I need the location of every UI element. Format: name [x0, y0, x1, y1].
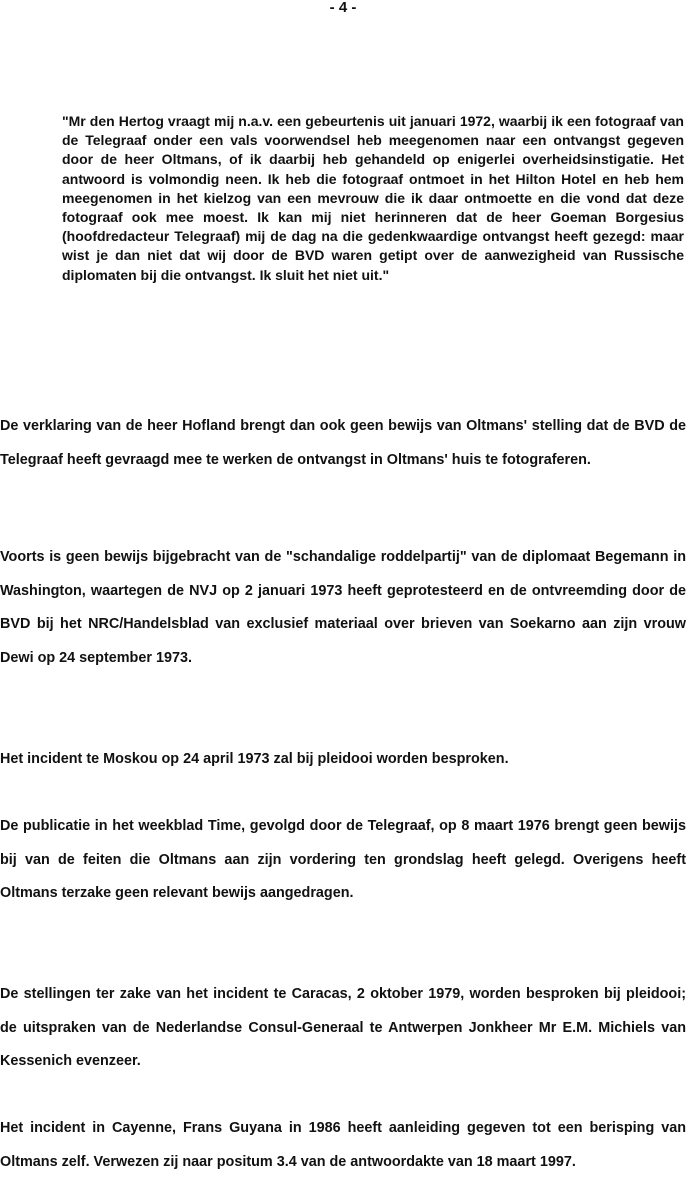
quoted-statement: "Mr den Hertog vraagt mij n.a.v. een gebeurtenis uit januari 1972, waarbij ik een fotograaf van de Telegraaf onder een vals voorwendsel heb meegenomen naar een ontvangst gegeven door de heer Oltmans, of ik daarbij heb gehandeld op enigerlei overheidsinstigatie. Het antwoord is volmondig neen. Ik heb die fotograaf ontmoet in het Hilton Hotel en heb hem meegenomen in het kielzog van een mevrouw die ik daar ontmoette en die vond dat deze fotograaf ook mee moest. Ik kan mij niet herinneren dat de heer Goeman Borgesius (hoofdredacteur Telegraaf) mij de dag na die gedenkwaardige ontvangst heeft gezegd: maar wist je dan niet dat wij door de BVD waren getipt over de aanwezigheid van Russische diplomaten bij die ontvangst. Ik sluit het niet uit."	[62, 113, 684, 283]
paragraph-time: De publicatie in het weekblad Time, gevolgd door de Telegraaf, op 8 maart 1976 brengt geen bewijs bij van de feiten die Oltmans aan zijn vordering ten grondslag heeft gelegd. Overigens heeft Oltmans terzake geen relevant bewijs aangedragen.	[0, 818, 686, 902]
paragraph-moskou: Het incident te Moskou op 24 april 1973 zal bij pleidooi worden besproken.	[0, 751, 509, 767]
page-number: - 4 -	[329, 0, 357, 16]
paragraph-hofland: De verklaring van de heer Hofland brengt dan ook geen bewijs van Oltmans' stelling dat de BVD de Telegraaf heeft gevraagd mee te werken de ontvangst in Oltmans' huis te fotograferen.	[0, 418, 686, 468]
paragraph-caracas: De stellingen ter zake van het incident te Caracas, 2 oktober 1979, worden besproken bij pleidooi; de uitspraken van de Nederlandse Consul-Generaal te Antwerpen Jonkheer Mr E.M. Michiels van Kessenich evenzeer.	[0, 986, 686, 1070]
paragraph-cayenne: Het incident in Cayenne, Frans Guyana in 1986 heeft aanleiding gegeven tot een berisping van Oltmans zelf. Verwezen zij naar positum 3.4 van de antwoordakte van 18 maart 1997.	[0, 1120, 686, 1170]
paragraph-begemann: Voorts is geen bewijs bijgebracht van de "schandalige roddelpartij" van de diplomaat Begemann in Washington, waartegen de NVJ op 2 januari 1973 heeft geprotesteerd en de ontvreemding door de BVD bij het NRC/Handelsblad van exclusief materiaal over brieven van Soekarno aan zijn vrouw Dewi op 24 september 1973.	[0, 549, 686, 666]
